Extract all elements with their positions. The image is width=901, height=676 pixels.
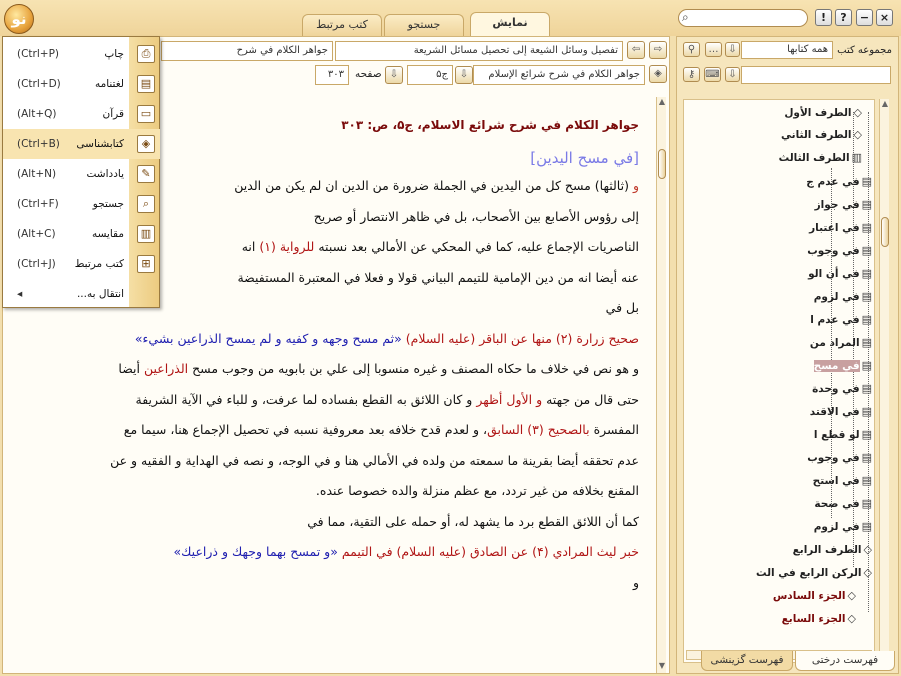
compare-icon: ▥ — [137, 225, 155, 243]
tree-item[interactable]: ▤في عدم ج — [820, 173, 872, 191]
hadith-source-link[interactable]: خبر ليث المرادي — [552, 544, 639, 559]
tree-item[interactable]: ◇الطرف الثاني — [781, 126, 862, 144]
tab-tree-index[interactable]: فهرست درختی — [795, 651, 895, 671]
book-title-field[interactable]: جواهر الكلام في شرح — [161, 41, 333, 61]
tree-search-dropdown-icon[interactable]: ⇩ — [725, 67, 740, 82]
tag-icon[interactable]: ◈ — [649, 65, 667, 83]
section-title: [في مسح اليدين] — [530, 149, 639, 167]
page-icon: ▤ — [861, 451, 872, 464]
tree-item[interactable]: ▤في صحة — [820, 495, 872, 513]
close-icon[interactable]: × — [876, 9, 893, 26]
tree-item[interactable]: ▤في أن الو — [820, 265, 872, 283]
menu-item-search[interactable]: (Ctrl+F) جستجو ⌕ — [3, 189, 160, 219]
forward-arrow-icon[interactable]: ⇨ — [649, 41, 667, 59]
search-icon: ⌕ — [137, 195, 155, 213]
tree-item[interactable]: ▤في استح — [820, 472, 872, 490]
folder-icon: ◇ — [863, 566, 872, 579]
related-books-icon: ⊞ — [137, 255, 155, 273]
tab-view[interactable]: نمایش — [470, 12, 550, 36]
note-icon: ✎ — [137, 165, 155, 183]
volume-field[interactable]: ج۵ — [407, 65, 453, 85]
tab-selective-index[interactable]: فهرست گزینشی — [701, 651, 793, 671]
tree-item[interactable]: ▤في جواز — [820, 196, 872, 214]
tree-item[interactable]: ▤لو قطع ا — [820, 426, 872, 444]
page-icon: ▤ — [861, 520, 872, 533]
menu-item-quran[interactable]: (Alt+Q) قرآن ▭ — [3, 99, 160, 129]
page-header: جواهر الكلام في شرح شرائع الاسلام، ج۵، ص: ۳۰۳ — [341, 118, 639, 132]
page-icon: ▤ — [861, 175, 872, 188]
help-toggle-icon[interactable]: ! — [815, 9, 832, 26]
search-icon: ⌕ — [682, 10, 689, 24]
menu-item-goto[interactable]: ◂ انتقال به... — [3, 279, 160, 309]
scroll-up-icon[interactable]: ▲ — [658, 97, 666, 106]
page-icon: ▤ — [861, 290, 872, 303]
printer-icon: ⎙ — [137, 45, 155, 63]
folder-icon: ◇ — [853, 128, 862, 141]
page-icon: ▤ — [861, 428, 872, 441]
tree-item[interactable]: ▤في وحدة — [820, 380, 872, 398]
book-group-select[interactable]: همه کتابها — [741, 41, 833, 59]
scroll-down-icon[interactable]: ▼ — [658, 661, 666, 670]
tree-item[interactable]: ▤في الاقتد — [820, 403, 872, 421]
global-search-input[interactable] — [678, 9, 808, 27]
tab-search[interactable]: جستجو — [384, 14, 464, 36]
page-icon: ▤ — [861, 382, 872, 395]
bibliography-icon: ◈ — [137, 135, 155, 153]
tree-item[interactable]: ▤في عدم ا — [820, 311, 872, 329]
open-book-icon: ▥ — [851, 151, 862, 164]
page-icon: ▤ — [861, 221, 872, 234]
volume-dropdown-icon[interactable]: ⇩ — [455, 66, 473, 84]
menu-item-compare[interactable]: (Alt+C) مقایسه ▥ — [3, 219, 160, 249]
page-icon: ▤ — [861, 244, 872, 257]
page-icon: ▤ — [861, 267, 872, 280]
sidebar — [676, 36, 899, 674]
scrollbar-thumb[interactable] — [658, 149, 666, 179]
keyboard-icon[interactable]: ⌨ — [705, 69, 720, 80]
page-icon: ▤ — [861, 497, 872, 510]
menu-item-dictionary[interactable]: (Ctrl+D) لغتنامه ▤ — [3, 69, 160, 99]
page-label: صفحه — [355, 68, 382, 80]
tree-item[interactable]: ▤في لزوم — [820, 288, 872, 306]
submenu-arrow-icon: ◂ — [17, 288, 23, 300]
minimize-icon[interactable]: − — [856, 9, 873, 26]
hadith-text: «ثم مسح وجهه و كفيه و لم يمسح الذراعين بشيء» — [134, 330, 402, 346]
menu-item-note[interactable]: (Alt+N) یادداشت ✎ — [3, 159, 160, 189]
app-dropdown-menu — [2, 36, 160, 308]
dictionary-icon: ▤ — [137, 75, 155, 93]
tree-item[interactable]: ◇الجزء السادس — [773, 587, 856, 605]
page-icon: ▤ — [861, 359, 872, 372]
tree-item[interactable]: ◇الجزء السابع — [782, 610, 856, 628]
scroll-up-icon[interactable]: ▲ — [881, 99, 889, 108]
page-icon: ▤ — [861, 336, 872, 349]
folder-icon: ◇ — [863, 543, 872, 556]
breadcrumb[interactable]: جواهر الكلام في شرح شرائع الإسلام — [473, 65, 645, 85]
quran-icon: ▭ — [137, 105, 155, 123]
table-of-contents-tree — [683, 99, 875, 663]
scrollbar-thumb[interactable] — [881, 217, 889, 247]
group-dropdown-icon[interactable]: ⇩ — [725, 42, 740, 57]
book-group-label: مجموعه کتب — [837, 45, 892, 56]
tree-scrollbar[interactable] — [879, 99, 889, 663]
tree-item[interactable]: ▤في وجوب — [820, 242, 872, 260]
page-icon: ▤ — [861, 198, 872, 211]
hadith-source-link[interactable]: صحيح زرارة — [576, 330, 639, 346]
title-bar — [0, 0, 901, 36]
related-book-field[interactable]: تفصيل وسائل الشيعة إلى تحصيل مسائل الشريعة — [335, 41, 623, 61]
page-field[interactable]: ۳۰۳ — [315, 65, 349, 85]
tree-item[interactable]: ▤المراد من — [820, 334, 872, 352]
page-dropdown-icon[interactable]: ⇩ — [385, 66, 403, 84]
menu-item-related-books[interactable]: (Ctrl+J) کتب مرتبط ⊞ — [3, 249, 160, 279]
citation-link[interactable]: للرواية — [279, 239, 315, 254]
tree-search-input[interactable] — [741, 66, 891, 84]
help-icon[interactable]: ? — [835, 9, 852, 26]
tree-item[interactable]: ▤في اعتبار — [820, 219, 872, 237]
tree-item[interactable]: ◇الطرف الأول — [784, 104, 862, 122]
hadith-text: «و تمسح بهما وجهك و ذراعيك» — [173, 544, 338, 559]
tree-item-selected[interactable]: ▤في مسح — [820, 357, 872, 375]
page-icon: ▤ — [861, 313, 872, 326]
folder-icon: ◇ — [847, 589, 856, 602]
tree-item[interactable]: ▤في لزوم — [820, 518, 872, 536]
tree-item[interactable]: ▤في وجوب — [820, 449, 872, 467]
folder-icon: ◇ — [847, 612, 856, 625]
tree-item[interactable]: ▥الطرف الثالث — [779, 149, 862, 167]
menu-item-bibliography[interactable]: (Ctrl+B) کتابشناسی ◈ — [3, 129, 160, 159]
key-icon[interactable]: ⚷ — [683, 67, 700, 82]
menu-item-print[interactable]: (Ctrl+P) چاپ ⎙ — [3, 39, 160, 69]
filter-icon[interactable]: ⚲ — [683, 42, 700, 57]
back-arrow-icon[interactable]: ⇦ — [627, 41, 645, 59]
page-icon: ▤ — [861, 405, 872, 418]
app-menu-orb[interactable]: نو — [4, 4, 34, 34]
tab-related-books[interactable]: کتب مرتبط — [302, 14, 382, 36]
folder-icon: ◇ — [853, 106, 862, 119]
text-scrollbar[interactable] — [656, 97, 666, 673]
tree-item[interactable]: ◇الركن الرابع في الت — [778, 564, 872, 582]
more-icon[interactable]: … — [705, 42, 722, 57]
tree-item[interactable]: ◇الطرف الرابع — [802, 541, 872, 559]
page-icon: ▤ — [861, 474, 872, 487]
paragraph: و (ثالثها) مسح كل من اليدين في الجملة ضرورة من الدين ان لم يكن من الدين إلى رؤوس الأصابع بين الأصحاب، بل في ظاهر الانتصار أو صريح الناصريات الإجماع عليه، كما في المحكي عن الأمالي بعد نسبته للرواية (۱) انه عنه أيضا انه من دين الإمامية للتيمم البياني قولا و فعلا في المعتبرة المستفيضة بل في صحيح زرارة (۲) منها عن الباقر (عليه السلام) «ثم مسح وجهه و كفيه و لم يمسح الذراعين بشيء» و هو نص في خلاف ما حكاه المصنف و غيره منسوبا إلى علي بن بابويه من وجوب مسح الذراعين أيضا حتى قال من جهته و الأول أظهر و كان اللائق به القطع بفساده لما عرفت، و للباء في الآية الشريفة المفسرة بالصحيح (۳) السابق، و لعدم قدح خلافه بعد معروفية نسبه في تحصيل الإجماع هنا، سيما مع عدم تحققه أيضا بقرينة ما سمعته من ولده في الأمالي هنا و في الوجه، و نصه في الهداية و الفقيه و عن المقنع بخلافه من غير تردد، مع عظم منزلة والده خصوصا عنده. كما أن اللائق القطع برد ما يشهد له، أو حمله على التقية، مما في خبر ليث المرادي (۴) عن الصادق (عليه السلام) في التيمم «و تمسح بهما وجهك و ذراعيك» و — [110, 178, 639, 590]
